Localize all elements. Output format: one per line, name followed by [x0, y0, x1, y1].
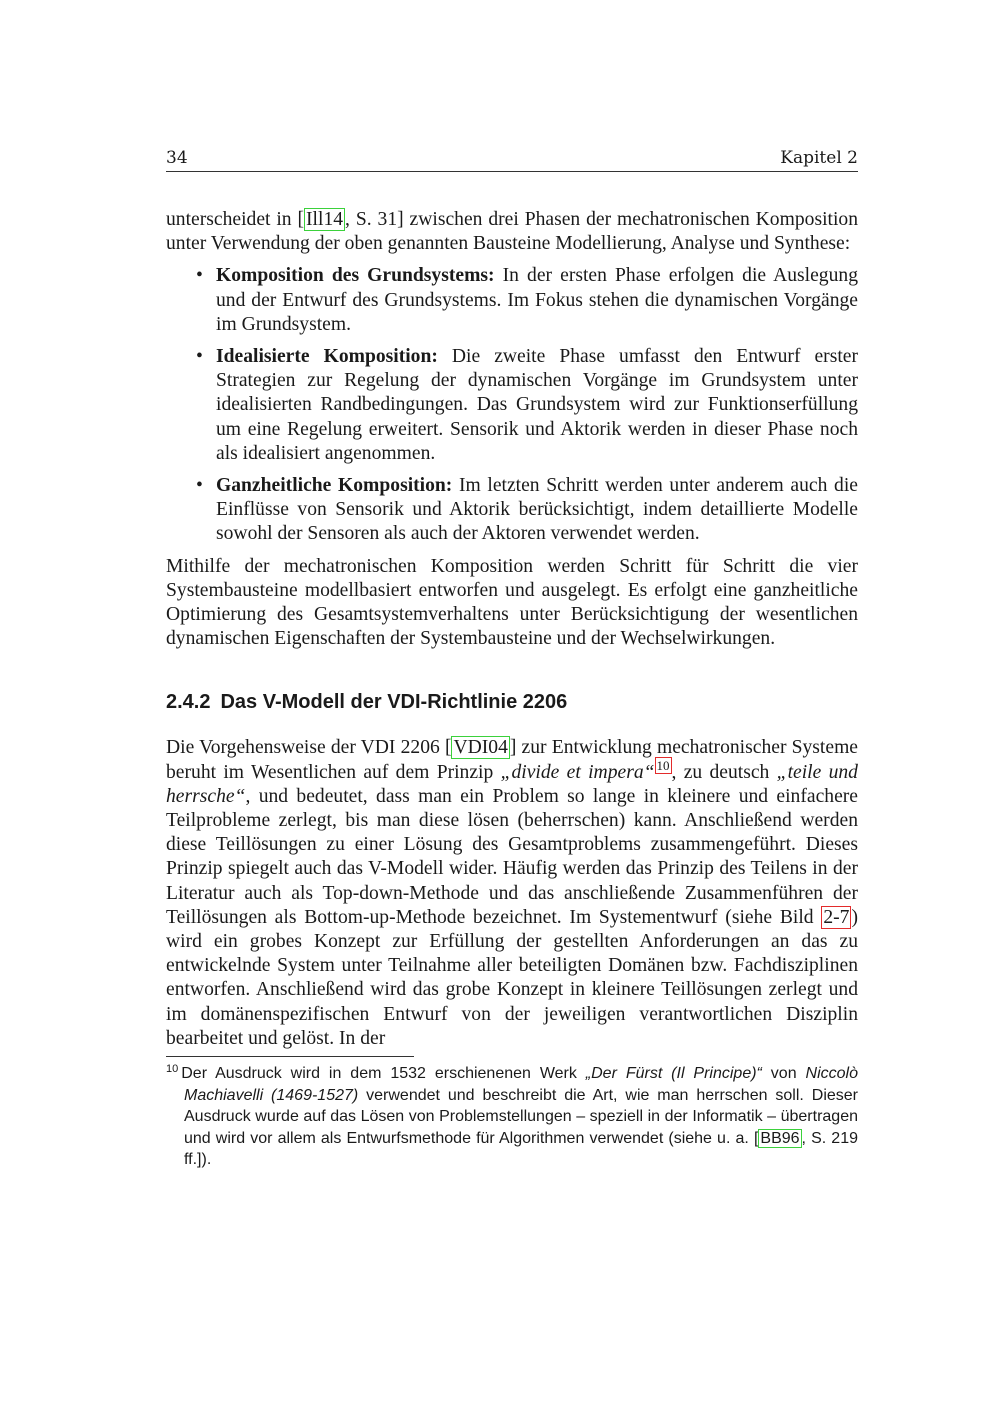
list-item — [166, 345, 858, 466]
vmodel-paragraph: Die Vorgehensweise der VDI 2206 [ VDI04 ] zur Entwicklung mechatronischer Systeme beruht im Wesentlichen auf dem Prinzip „divide et impera“ $^{10}$ , zu deutsch „teile und herrsche“, und bedeutet, dass man ein Problem so lange in kleinere und einfachere Teilprobleme zerlegt, bis man diese lösen (beherrschen) kann. Anschließend werden diese Teillösungen zu einer Lösung des Gesamtproblems zusammengeführt. Dieses Prinzip spiegelt auch das V-Modell wider. Häufig werden das Prinzip des Teilens in der Literatur auch als Top-down-Methode und das anschließende Zusammenführen der Teillösungen als Bottom-up-Methode bezeichnet. Im Systementwurf (siehe Bild 2-7 ) wird ein grobes Konzept zur Erfüllung der gestellten Anforderungen an das zu entwickelnde System unter Teilnahme aller beteiligten Domänen bzw. Fachdisziplinen entworfen. Anschließend wird das grobe Konzept in kleinere Teillösungen zerlegt und im domänenspezifischen Entwurf von der jeweiligen verantwortlichen Disziplin bearbeitet und gelöst. In der — [166, 737, 859, 1049]
bullet-icon: • — [196, 265, 203, 287]
list-item-term: Ganzheitliche Komposition: — [216, 475, 453, 497]
list-item-term: Idealisierte Komposition: — [216, 346, 438, 368]
bullet-icon: • — [196, 475, 203, 497]
intro-paragraph: unterscheidet in [ Ill14 , S. 31] zwischen drei Phasen der mechatronischen Komposition unter Verwendung der oben genannten Bausteine Modellierung, Analyse und Synthese: — [166, 209, 858, 255]
list-item-text: Die zweite Phase umfasst den Entwurf erster Strategien zur Regelung der dynamischen Vorgänge im Grundsystem unter idealisierten Randbedingungen. Das Grundsystem wird zur Funktionserfüllung um eine Regelung erweitert. Sensorik und Aktorik werden in dieser Phase noch als idealisiert angenommen. — [216, 346, 858, 464]
footnote-link-10[interactable]: 10 — [656, 758, 670, 774]
citation-link-ill14[interactable]: Ill14 — [306, 209, 344, 230]
phase-list — [166, 264, 858, 546]
list-item — [166, 264, 858, 337]
citation-link-vdi04[interactable]: VDI04 — [453, 737, 508, 759]
footnote-divider — [166, 1056, 414, 1057]
running-header — [166, 146, 858, 172]
citation-link-bb96[interactable]: BB96 — [760, 1129, 800, 1147]
section-title: Das V-Modell der VDI-Richtlinie 2206 — [220, 691, 568, 714]
page-content — [166, 146, 858, 1171]
footnote-10: $^{10}$ Der Ausdruck wird in dem 1532 erschienenen Werk „Der Fürst (Il Principe)“ von Niccolò Machiavelli (1469-1527) verwendet und beschreibt die Art, wie man herrschen soll. Dieser Ausdruck wurde auf das Lösen von Problemstellungen – speziell in der Informatik – übertragen und wird vor allem als Entwurfsmethode für Algorithmen verwendet (siehe u. a. [ BB96 , S. 219 ff.]). — [166, 1062, 858, 1169]
list-item-text: Im letzten Schritt werden unter anderem auch die Einflüsse von Sensorik und Aktorik berücksichtigt, indem detaillierte Modelle sowohl der Sensoren als auch der Aktoren verwendet werden. — [216, 475, 858, 545]
list-item — [166, 474, 858, 547]
footnote-mark: 10 — [166, 1062, 179, 1075]
page-number: 34 — [166, 148, 188, 168]
bullet-icon: • — [196, 346, 203, 368]
figure-link-2-7[interactable]: 2-7 — [823, 906, 850, 928]
list-item-text: In der ersten Phase erfolgen die Auslegung und der Entwurf des Grundsystems. Im Fokus stehen die dynamischen Vorgänge im Grundsystem. — [216, 265, 858, 335]
section-number: 2.4.2 — [166, 691, 211, 714]
section-heading — [166, 689, 858, 715]
composition-paragraph: Mithilfe der mechatronischen Komposition werden Schritt für Schritt die vier Systembausteine modellbasiert entworfen und ausgelegt. Es erfolgt eine ganzheitliche Optimierung des Gesamtsystemverhaltens unter Berücksichtigung der wesentlichen dynamischen Eigenschaften der Systembausteine und der Wechselwirkungen. — [166, 555, 858, 650]
chapter-label: Kapitel 2 — [780, 148, 858, 168]
list-item-term: Komposition des Grundsystems: — [216, 265, 495, 287]
